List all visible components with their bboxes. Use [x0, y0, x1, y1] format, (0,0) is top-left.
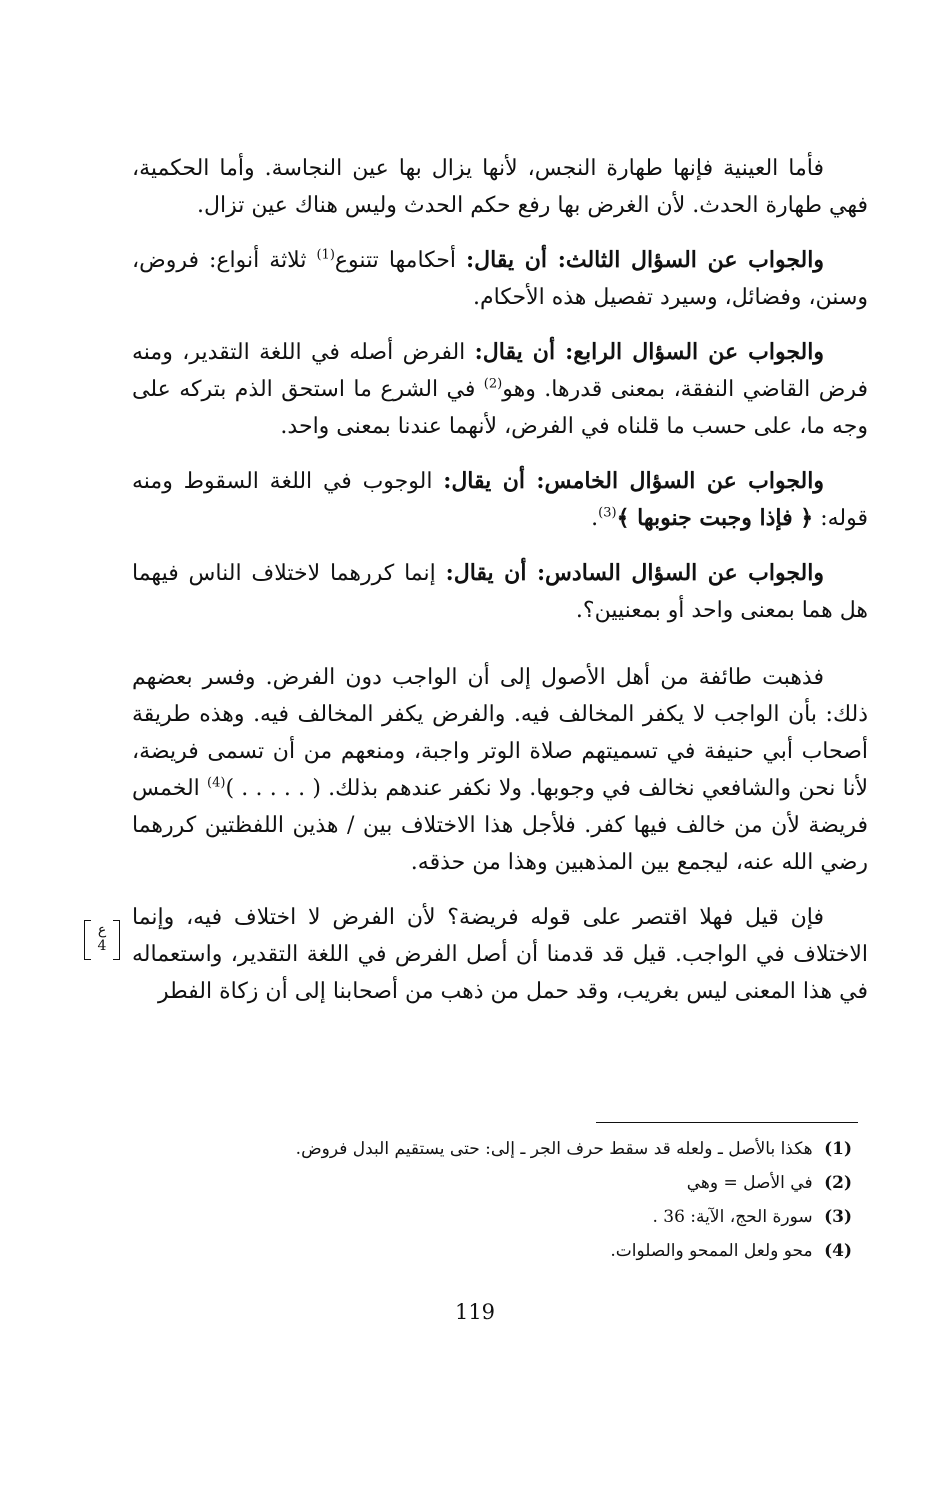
answer-4-lead: والجواب عن السؤال الرابع: أن يقال:	[474, 339, 824, 365]
answer-5-lead: والجواب عن السؤال الخامس: أن يقال:	[443, 468, 824, 494]
footnote-number: (3)	[824, 1207, 852, 1227]
answer-6-lead: والجواب عن السؤال السادس: أن يقال:	[445, 560, 824, 586]
paragraph-4	[132, 463, 868, 537]
footnote-2	[160, 1166, 852, 1200]
paragraph-5	[132, 555, 868, 629]
footnote-ref-2[interactable]: (2)	[483, 376, 503, 392]
paragraph-6-text-a: فذهبت طائفة من أهل الأصول إلى أن الواجب دون الفرض. وفسر بعضهم ذلك: بأن الواجب لا يكفر المخالف فيه. والفرض يكفر المخالف فيه. وهذه طريقة أصحاب أبي حنيفة في تسميتهم صلاة الوتر واجبة، ومنعهم من أن تسمى فريضة، لأنا نحن والشافعي نخالف في وجوبها. ولا نكفر عندهم بذلك. ( . . . . . )	[132, 665, 868, 801]
footnote-text: محو ولعل الممحو والصلوات.	[610, 1241, 813, 1261]
quran-quote: ﴿ فإذا وجبت جنوبها ﴾	[616, 505, 814, 531]
footnote-1	[160, 1132, 852, 1166]
folio-label	[92, 922, 112, 954]
paragraph-6-text-b: الخمس فريضة لأن من خالف فيها كفر. فلأجل هذا الاختلاف بين / هذين اللفظتين كررهما رضي الله عنه، ليجمع بين المذهبين وهذا من حذقه.	[132, 776, 868, 875]
main-text	[132, 150, 868, 1028]
footnote-3	[160, 1200, 852, 1234]
answer-6-text: إنما كررهما لاختلاف الناس فيهما هل هما بمعنى واحد أو بمعنيين؟.	[132, 561, 868, 623]
paragraph-3	[132, 334, 868, 445]
paragraph-7	[132, 899, 868, 1010]
bracket-right	[113, 920, 120, 960]
answer-4-text-a: الفرض أصله في اللغة التقدير، ومنه فرض القاضي النفقة، بمعنى قدرها. وهو	[132, 340, 868, 402]
manuscript-folio-marker	[84, 918, 120, 962]
footnote-number: (4)	[824, 1241, 852, 1261]
paragraph-1	[132, 150, 868, 224]
paragraph-6	[132, 659, 868, 881]
footnote-divider	[596, 1122, 858, 1123]
footnotes	[160, 1132, 852, 1268]
paragraph-1-text: فأما العينية فإنها طهارة النجس، لأنها يزال بها عين النجاسة. وأما الحكمية، فهي طهارة الحدث. لأن الغرض بها رفع حكم الحدث وليس هناك عين تزال.	[132, 156, 868, 218]
footnote-text: هكذا بالأصل ـ ولعله قد سقط حرف الجر ـ إلى: حتى يستقيم البدل فروض.	[295, 1139, 813, 1159]
footnote-ref-1[interactable]: (1)	[316, 247, 335, 263]
page-number: 119	[454, 1300, 496, 1324]
footnote-number: (2)	[824, 1173, 852, 1193]
answer-3-text-a: أحكامها تتنوع	[334, 248, 467, 273]
paragraph-2	[132, 242, 868, 316]
footnote-ref-3[interactable]: (3)	[598, 505, 617, 521]
answer-3-lead: والجواب عن السؤال الثالث: أن يقال:	[466, 247, 824, 273]
footnote-ref-4[interactable]: (4)	[207, 775, 226, 791]
answer-5-text-b: .	[591, 506, 599, 531]
paragraph-7-text: فإن قيل فهلا اقتصر على قوله فريضة؟ لأن الفرض لا اختلاف فيه، وإنما الاختلاف في الواجب. قيل قد قدمنا أن أصل الفرض في اللغة التقدير، واستعماله في هذا المعنى ليس بغريب، وقد حمل من ذهب من أصحابنا إلى أن زكاة الفطر	[132, 905, 868, 1004]
footnote-number: (1)	[824, 1139, 852, 1159]
folio-letter: ع	[97, 922, 107, 938]
footnote-text: سورة الحج، الآية: 36 .	[652, 1207, 813, 1227]
answer-5-text-a: الوجوب في اللغة السقوط ومنه قوله:	[132, 469, 868, 531]
folio-number: 4	[97, 938, 107, 954]
bracket-left	[84, 920, 91, 960]
answer-4-text-b: في الشرع ما استحق الذم بتركه على وجه ما، على حسب ما قلناه في الفرض، لأنهما عندنا بمعنى واحد.	[132, 377, 868, 439]
footnote-4	[160, 1234, 852, 1268]
footnote-text: في الأصل = وهي	[686, 1173, 813, 1193]
answer-3-text-b: ثلاثة أنواع: فروض، وسنن، وفضائل، وسيرد تفصيل هذه الأحكام.	[132, 248, 868, 310]
